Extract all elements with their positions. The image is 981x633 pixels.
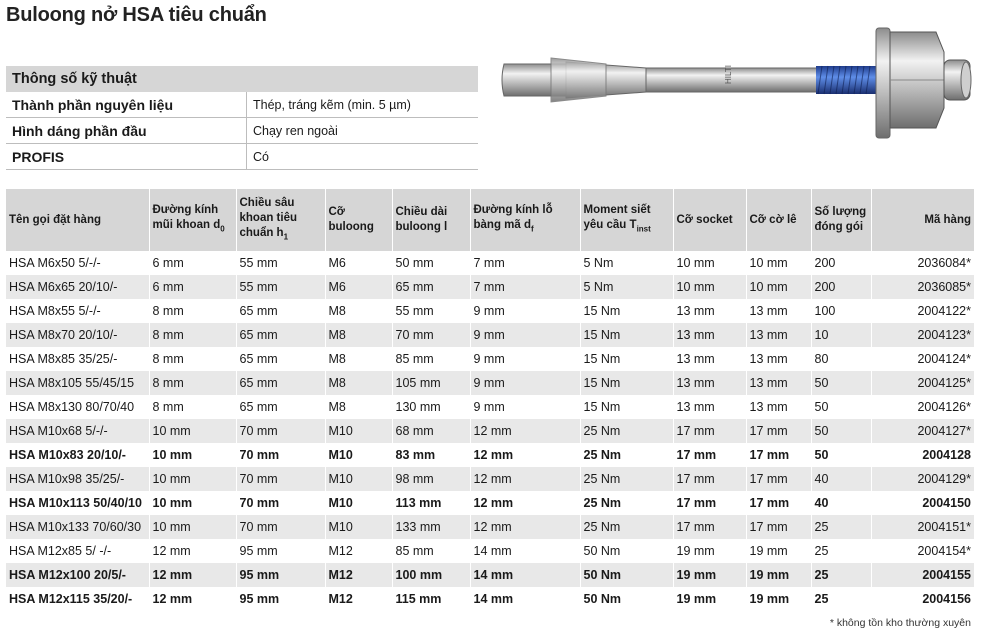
cell-bolt: M8: [325, 323, 392, 347]
cell-torque: 15 Nm: [580, 347, 673, 371]
cell-socket: 10 mm: [673, 251, 746, 275]
cell-bolt: M8: [325, 347, 392, 371]
cell-qty: 10: [811, 323, 871, 347]
col-header-bolt: Cỡ buloong: [325, 189, 392, 251]
cell-code: 2004127*: [871, 419, 974, 443]
cell-hole: 9 mm: [470, 299, 580, 323]
cell-hole: 12 mm: [470, 515, 580, 539]
cell-length: 105 mm: [392, 371, 470, 395]
cell-code: 2004126*: [871, 395, 974, 419]
cell-wrench: 13 mm: [746, 347, 811, 371]
order-table: [6, 189, 974, 611]
cell-torque: 25 Nm: [580, 515, 673, 539]
cell-socket: 17 mm: [673, 467, 746, 491]
footnote: * không tồn kho thường xuyên: [829, 617, 971, 629]
cell-length: 83 mm: [392, 443, 470, 467]
cell-name: HSA M8x85 35/25/-: [9, 352, 118, 366]
col-header-socket: Cỡ socket: [673, 189, 746, 251]
table-row: [6, 515, 974, 539]
spec-label: PROFIS: [6, 144, 247, 170]
col-header-hole: Đường kính lỗ bàng mã $d_f$: [470, 189, 580, 251]
anchor-bolt-icon: [496, 22, 976, 162]
cell-length: 50 mm: [392, 251, 470, 275]
col-header-name: Tên gọi đặt hàng: [6, 189, 149, 251]
cell-wrench: 17 mm: [746, 467, 811, 491]
cell-drill: 8 mm: [149, 371, 236, 395]
cell-name: HSA M12x100 20/5/-: [6, 563, 149, 587]
cell-socket: 19 mm: [673, 563, 746, 587]
cell-qty: 200: [811, 275, 871, 299]
spec-row: [6, 144, 478, 170]
cell-name: HSA M10x68 5/-/-: [6, 419, 149, 443]
spec-value: Thép, tráng kẽm (min. 5 µm): [247, 92, 479, 118]
cell-depth: 95 mm: [236, 587, 325, 611]
cell-name: HSA M6x50 5/-/-: [9, 256, 101, 270]
cell-hole: 7 mm: [470, 251, 580, 275]
spec-value: Chạy ren ngoài: [247, 118, 479, 144]
cell-qty: 40: [811, 467, 871, 491]
cell-name: HSA M10x133 70/60/30: [6, 515, 149, 539]
cell-drill: 10 mm: [149, 515, 236, 539]
cell-wrench: 13 mm: [746, 371, 811, 395]
cell-drill: 8 mm: [149, 323, 236, 347]
cell-code: 2004150: [871, 491, 974, 515]
cell-wrench: 17 mm: [746, 515, 811, 539]
cell-qty: 25: [811, 563, 871, 587]
cell-hole: 14 mm: [470, 587, 580, 611]
table-row: [6, 251, 974, 275]
cell-socket: 13 mm: [673, 347, 746, 371]
cell-qty: 80: [811, 347, 871, 371]
table-row: [6, 275, 974, 299]
cell-depth: 70 mm: [236, 443, 325, 467]
cell-wrench: 17 mm: [746, 491, 811, 515]
cell-length: 133 mm: [392, 515, 470, 539]
cell-code: 2004155: [871, 563, 974, 587]
page-title: Buloong nở HSA tiêu chuẩn: [6, 4, 267, 26]
cell-torque: 50 Nm: [580, 539, 673, 563]
spec-row: [6, 92, 478, 118]
cell-hole: 14 mm: [470, 563, 580, 587]
cell-depth: 70 mm: [236, 491, 325, 515]
cell-hole: 9 mm: [470, 395, 580, 419]
cell-wrench: 19 mm: [746, 563, 811, 587]
cell-wrench: 13 mm: [746, 323, 811, 347]
spec-heading: Thông số kỹ thuật: [6, 66, 478, 92]
cell-socket: 13 mm: [673, 323, 746, 347]
cell-bolt: M12: [325, 563, 392, 587]
cell-depth: 65 mm: [236, 299, 325, 323]
cell-length: 70 mm: [392, 323, 470, 347]
cell-hole: 9 mm: [470, 347, 580, 371]
cell-socket: 17 mm: [673, 515, 746, 539]
table-row: [6, 539, 974, 563]
cell-bolt: M8: [325, 371, 392, 395]
cell-length: 115 mm: [392, 587, 470, 611]
cell-code: 2004125*: [871, 371, 974, 395]
cell-qty: 200: [811, 251, 871, 275]
cell-drill: 12 mm: [149, 539, 236, 563]
cell-hole: 14 mm: [470, 539, 580, 563]
cell-code: 2004129*: [871, 467, 974, 491]
cell-qty: 25: [811, 539, 871, 563]
cell-wrench: 17 mm: [746, 443, 811, 467]
cell-depth: 55 mm: [236, 275, 325, 299]
cell-depth: 55 mm: [236, 251, 325, 275]
cell-code: 2004151*: [871, 515, 974, 539]
spec-table: [6, 66, 478, 170]
cell-code: 2004124*: [871, 347, 974, 371]
cell-torque: 25 Nm: [580, 467, 673, 491]
cell-torque: 15 Nm: [580, 395, 673, 419]
cell-bolt: M6: [325, 251, 392, 275]
table-body: [6, 251, 974, 611]
table-row: [6, 491, 974, 515]
cell-name: HSA M12x115 35/20/-: [9, 592, 133, 606]
cell-drill: 6 mm: [149, 275, 236, 299]
cell-code: 2004156: [871, 587, 974, 611]
cell-drill: 6 mm: [149, 251, 236, 275]
cell-depth: 95 mm: [236, 563, 325, 587]
cell-hole: 12 mm: [470, 491, 580, 515]
cell-depth: 70 mm: [236, 467, 325, 491]
cell-socket: 10 mm: [673, 275, 746, 299]
cell-depth: 70 mm: [236, 419, 325, 443]
cell-name: HSA M8x130 80/70/40: [9, 400, 135, 414]
cell-torque: 25 Nm: [580, 419, 673, 443]
cell-name: HSA M8x105 55/45/15: [6, 371, 149, 395]
cell-length: 65 mm: [392, 275, 470, 299]
cell-qty: 100: [811, 299, 871, 323]
cell-hole: 12 mm: [470, 419, 580, 443]
cell-name: HSA M6x65 20/10/-: [6, 275, 149, 299]
cell-depth: 95 mm: [236, 539, 325, 563]
cell-torque: 15 Nm: [580, 371, 673, 395]
cell-socket: 13 mm: [673, 395, 746, 419]
cell-drill: 8 mm: [149, 395, 236, 419]
bolt-marking: HILTI: [724, 65, 733, 84]
cell-wrench: 17 mm: [746, 419, 811, 443]
cell-socket: 19 mm: [673, 587, 746, 611]
table-row: [6, 563, 974, 587]
table-row: [6, 419, 974, 443]
cell-qty: 25: [811, 515, 871, 539]
cell-qty: 50: [811, 443, 871, 467]
cell-length: 55 mm: [392, 299, 470, 323]
cell-qty: 40: [811, 491, 871, 515]
cell-socket: 13 mm: [673, 371, 746, 395]
cell-socket: 13 mm: [673, 299, 746, 323]
cell-code: 2036084*: [871, 251, 974, 275]
cell-name: HSA M10x113 50/40/10: [9, 496, 142, 510]
cell-length: 98 mm: [392, 467, 470, 491]
cell-code: 2004128: [871, 443, 974, 467]
cell-wrench: 13 mm: [746, 299, 811, 323]
cell-socket: 17 mm: [673, 443, 746, 467]
cell-torque: 5 Nm: [580, 251, 673, 275]
cell-bolt: M10: [325, 443, 392, 467]
cell-drill: 8 mm: [149, 299, 236, 323]
cell-length: 113 mm: [392, 491, 470, 515]
spec-label: Hình dáng phần đầu: [6, 118, 247, 144]
cell-length: 68 mm: [392, 419, 470, 443]
cell-torque: 5 Nm: [580, 275, 673, 299]
cell-qty: 25: [811, 587, 871, 611]
cell-code: 2004122*: [871, 299, 974, 323]
cell-qty: 50: [811, 371, 871, 395]
spec-heading-row: [6, 66, 478, 92]
cell-torque: 25 Nm: [580, 491, 673, 515]
cell-code: 2004154*: [871, 539, 974, 563]
cell-torque: 50 Nm: [580, 587, 673, 611]
col-header-wrench: Cỡ cờ lê: [746, 189, 811, 251]
cell-name: HSA M8x55 5/-/-: [9, 304, 101, 318]
cell-wrench: 19 mm: [746, 539, 811, 563]
cell-hole: 12 mm: [470, 443, 580, 467]
cell-torque: 50 Nm: [580, 563, 673, 587]
table-header-row: [6, 189, 974, 251]
cell-depth: 65 mm: [236, 323, 325, 347]
col-header-torque: Moment siết yêu cầu $T_{inst}$: [580, 189, 673, 251]
cell-drill: 10 mm: [149, 491, 236, 515]
cell-hole: 9 mm: [470, 323, 580, 347]
table-row: [6, 467, 974, 491]
cell-wrench: 19 mm: [746, 587, 811, 611]
spec-label: Thành phần nguyên liệu: [6, 92, 247, 118]
cell-hole: 12 mm: [470, 467, 580, 491]
table-row: [6, 347, 974, 371]
cell-wrench: 10 mm: [746, 251, 811, 275]
cell-drill: 8 mm: [149, 347, 236, 371]
col-header-drill: Đường kính mũi khoan $d_0$: [149, 189, 236, 251]
cell-torque: 15 Nm: [580, 323, 673, 347]
cell-depth: 70 mm: [236, 515, 325, 539]
table-row: [6, 587, 974, 611]
cell-length: 130 mm: [392, 395, 470, 419]
spec-value: Có: [247, 144, 479, 170]
col-header-qty: Số lượng đóng gói: [811, 189, 871, 251]
cell-bolt: M8: [325, 395, 392, 419]
col-header-depth: Chiều sâu khoan tiêu chuẩn $h_1$: [236, 189, 325, 251]
col-header-code: Mã hàng: [871, 189, 974, 251]
cell-hole: 7 mm: [470, 275, 580, 299]
cell-name: HSA M12x85 5/ -/-: [9, 544, 112, 558]
cell-bolt: M8: [325, 299, 392, 323]
cell-socket: 19 mm: [673, 539, 746, 563]
spec-row: [6, 118, 478, 144]
cell-socket: 17 mm: [673, 419, 746, 443]
cell-drill: 10 mm: [149, 467, 236, 491]
cell-drill: 10 mm: [149, 443, 236, 467]
cell-depth: 65 mm: [236, 395, 325, 419]
cell-depth: 65 mm: [236, 371, 325, 395]
cell-socket: 17 mm: [673, 491, 746, 515]
table-row: [6, 443, 974, 467]
cell-bolt: M10: [325, 467, 392, 491]
table-row: [6, 395, 974, 419]
col-header-length: Chiều dài buloong l: [392, 189, 470, 251]
cell-length: 100 mm: [392, 563, 470, 587]
cell-qty: 50: [811, 419, 871, 443]
cell-drill: 10 mm: [149, 419, 236, 443]
cell-torque: 15 Nm: [580, 299, 673, 323]
table-row: [6, 299, 974, 323]
cell-length: 85 mm: [392, 347, 470, 371]
cell-bolt: M10: [325, 491, 392, 515]
cell-depth: 65 mm: [236, 347, 325, 371]
cell-bolt: M12: [325, 539, 392, 563]
table-row: [6, 323, 974, 347]
cell-name: HSA M10x98 35/25/-: [6, 467, 149, 491]
table-row: [6, 371, 974, 395]
cell-drill: 12 mm: [149, 563, 236, 587]
cell-wrench: 10 mm: [746, 275, 811, 299]
cell-bolt: M10: [325, 419, 392, 443]
cell-code: 2036085*: [871, 275, 974, 299]
cell-wrench: 13 mm: [746, 395, 811, 419]
cell-torque: 25 Nm: [580, 443, 673, 467]
cell-code: 2004123*: [871, 323, 974, 347]
cell-name: HSA M10x83 20/10/-: [9, 448, 126, 462]
cell-bolt: M12: [325, 587, 392, 611]
cell-drill: 12 mm: [149, 587, 236, 611]
cell-bolt: M10: [325, 515, 392, 539]
cell-hole: 9 mm: [470, 371, 580, 395]
cell-length: 85 mm: [392, 539, 470, 563]
cell-name: HSA M8x70 20/10/-: [6, 323, 149, 347]
cell-qty: 50: [811, 395, 871, 419]
cell-bolt: M6: [325, 275, 392, 299]
